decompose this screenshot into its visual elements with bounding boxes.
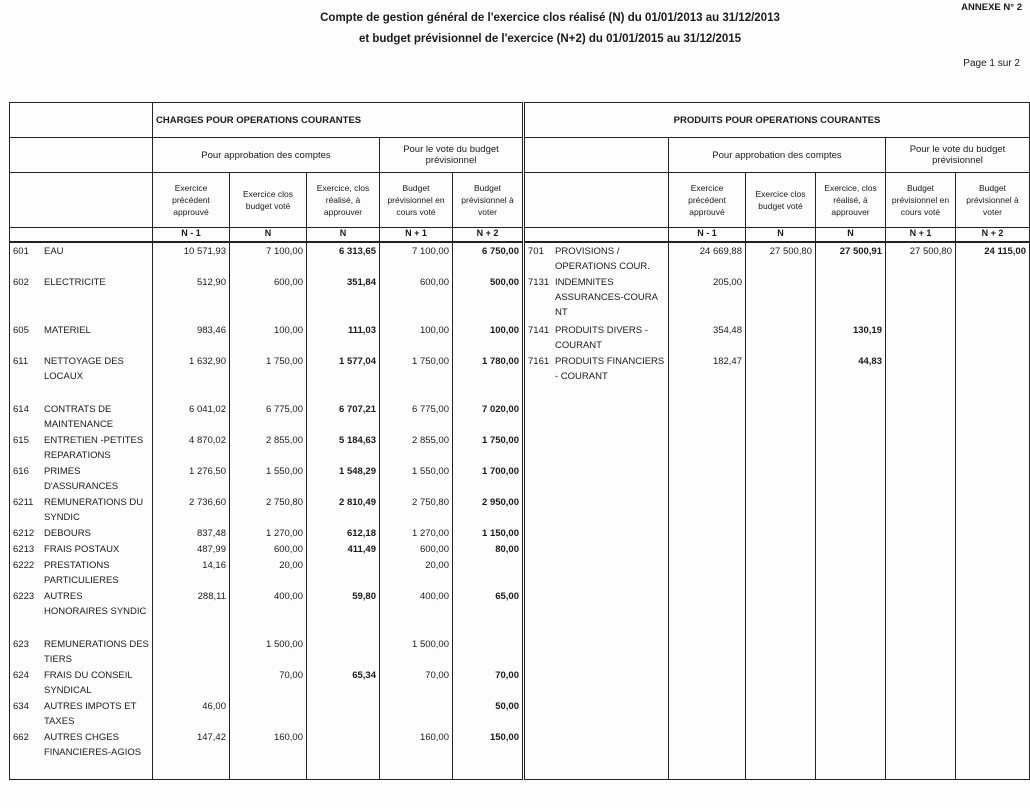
- page-number: Page 1 sur 2: [963, 58, 1020, 69]
- produit-value: [886, 353, 956, 401]
- charge-value: 7 100,00: [230, 242, 307, 274]
- table-row: [10, 636, 1030, 667]
- accounts-table: [9, 102, 1030, 780]
- charges-col-head-3: Budget prévisionnel en cours voté: [380, 173, 453, 228]
- account-label: PRIMES D'ASSURANCES: [44, 466, 119, 492]
- account-code: 605: [13, 325, 29, 336]
- produit-value: 182,47: [669, 353, 746, 401]
- account-code: 7141: [528, 325, 550, 336]
- produits-approbation-header: Pour approbation des comptes: [669, 138, 886, 173]
- produit-value: 24 115,00: [956, 242, 1030, 274]
- produit-value: [956, 322, 1030, 353]
- charge-value: 400,00: [230, 588, 307, 636]
- account-code: 6223: [13, 591, 35, 602]
- charge-value: 288,11: [153, 588, 230, 636]
- table-row: [10, 463, 1030, 494]
- produit-value: 130,19: [816, 322, 886, 353]
- account-code: 634: [13, 701, 29, 712]
- produits-col-head-2: Exercice, clos réalisé, à approuver: [816, 173, 886, 228]
- account-label: ENTRETIEN -PETITES REPARATIONS: [44, 435, 144, 461]
- charge-value: [380, 698, 453, 729]
- account-code: 623: [13, 639, 29, 650]
- charge-value: 65,34: [307, 667, 380, 698]
- empty-header-left: [10, 103, 153, 138]
- charge-value: 6 707,21: [307, 401, 380, 432]
- produits-col-head-3: Budget prévisionnel en cours voté: [886, 173, 956, 228]
- account-label: PRESTATIONS PARTICULIERES: [44, 560, 119, 586]
- charge-value: 2 750,80: [380, 494, 453, 525]
- charges-col-code-1: N: [230, 228, 307, 243]
- charges-col-head-1: Exercice clos budget voté: [230, 173, 307, 228]
- charge-value: 59,80: [307, 588, 380, 636]
- account-code: 701: [528, 246, 544, 257]
- account-label: INDEMNITES ASSURANCES-COURA NT: [555, 277, 658, 318]
- table-row: [10, 274, 1030, 322]
- table-row: [10, 432, 1030, 463]
- produits-col-code-2: N: [816, 228, 886, 243]
- charges-col-code-4: N + 2: [453, 228, 524, 243]
- account-code: 615: [13, 435, 29, 446]
- account-code: 6213: [13, 544, 35, 555]
- table-row: [10, 322, 1030, 353]
- account-code: 6212: [13, 528, 35, 539]
- charge-value: 1 750,00: [230, 353, 307, 401]
- table-row: [10, 401, 1030, 432]
- charge-value: 600,00: [380, 541, 453, 557]
- charges-col-code-2: N: [307, 228, 380, 243]
- produit-value: 205,00: [669, 274, 746, 322]
- account-label: REMUNERATIONS DES TIERS: [44, 639, 149, 665]
- charges-col-code-3: N + 1: [380, 228, 453, 243]
- charge-value: 2 736,60: [153, 494, 230, 525]
- charge-value: 4 870,02: [153, 432, 230, 463]
- charge-value: [307, 698, 380, 729]
- account-label: AUTRES HONORAIRES SYNDIC: [44, 591, 147, 617]
- produit-value: 44,83: [816, 353, 886, 401]
- charges-approbation-header: Pour approbation des comptes: [153, 138, 380, 173]
- document-title-line1: Compte de gestion général de l'exercice clos réalisé (N) du 01/01/2013 au 31/12/2013: [320, 12, 780, 24]
- table-row: [10, 588, 1030, 636]
- account-label: PROVISIONS / OPERATIONS COUR.: [555, 246, 650, 272]
- account-code: 611: [13, 356, 29, 367]
- charge-value: 100,00: [380, 322, 453, 353]
- produit-value: 27 500,91: [816, 242, 886, 274]
- charge-value: [307, 729, 380, 779]
- charge-value: 1 780,00: [453, 353, 524, 401]
- charge-value: 837,48: [153, 525, 230, 541]
- account-label: DEBOURS: [44, 528, 91, 539]
- charge-value: 600,00: [380, 274, 453, 322]
- produit-value: 27 500,80: [746, 242, 816, 274]
- table-row: [10, 525, 1030, 541]
- charges-col-code-0: N - 1: [153, 228, 230, 243]
- table-row: [10, 494, 1030, 525]
- produits-header: PRODUITS POUR OPERATIONS COURANTES: [524, 103, 1030, 138]
- produits-vote-header: Pour le vote du budget prévisionnel: [886, 138, 1030, 173]
- charge-value: 10 571,93: [153, 242, 230, 274]
- charge-value: 1 700,00: [453, 463, 524, 494]
- table-row: [10, 242, 1030, 274]
- produits-col-code-0: N - 1: [669, 228, 746, 243]
- charge-value: 2 750,80: [230, 494, 307, 525]
- produits-col-code-1: N: [746, 228, 816, 243]
- charge-value: [153, 636, 230, 667]
- charge-value: [453, 557, 524, 588]
- account-code: 7131: [528, 277, 550, 288]
- charge-value: 14,16: [153, 557, 230, 588]
- charge-value: 100,00: [453, 322, 524, 353]
- charge-value: 7 020,00: [453, 401, 524, 432]
- charge-value: 20,00: [230, 557, 307, 588]
- account-label: REMUNERATIONS DU SYNDIC: [44, 497, 144, 523]
- document-title-line2: et budget prévisionnel de l'exercice (N+2) du 01/01/2015 au 31/12/2015: [358, 33, 742, 45]
- produit-value: 354,48: [669, 322, 746, 353]
- charge-value: 20,00: [380, 557, 453, 588]
- account-code: 662: [13, 732, 29, 743]
- table-row: [10, 353, 1030, 401]
- charge-value: 70,00: [380, 667, 453, 698]
- produit-value: [816, 274, 886, 322]
- charge-value: 500,00: [453, 274, 524, 322]
- charge-value: 612,18: [307, 525, 380, 541]
- account-code: 601: [13, 246, 29, 257]
- account-code: 602: [13, 277, 29, 288]
- produit-value: [886, 322, 956, 353]
- charge-value: 2 810,49: [307, 494, 380, 525]
- charge-value: 1 270,00: [230, 525, 307, 541]
- charges-vote-header: Pour le vote du budget prévisionnel: [380, 138, 524, 173]
- account-code: 7161: [528, 356, 550, 367]
- charge-value: 1 276,50: [153, 463, 230, 494]
- account-label: EAU: [44, 246, 64, 257]
- account-label: AUTRES CHGES FINANCIERES-AGIOS: [44, 732, 142, 758]
- account-label: NETTOYAGE DES LOCAUX: [44, 356, 124, 382]
- charge-value: 6 041,02: [153, 401, 230, 432]
- charge-value: [307, 557, 380, 588]
- charge-value: 983,46: [153, 322, 230, 353]
- table-row: [10, 667, 1030, 698]
- charges-col-head-0: Exercice précédent approuvé: [153, 173, 230, 228]
- table-row: [10, 698, 1030, 729]
- charge-value: [153, 667, 230, 698]
- account-code: 6222: [13, 560, 35, 571]
- account-label: CONTRATS DE MAINTENANCE: [44, 404, 114, 430]
- charge-value: 5 184,63: [307, 432, 380, 463]
- charge-value: [230, 698, 307, 729]
- produits-col-head-0: Exercice précédent approuvé: [669, 173, 746, 228]
- charge-value: 2 855,00: [380, 432, 453, 463]
- account-label: MATERIEL: [44, 325, 91, 336]
- account-label: ELECTRICITE: [44, 277, 106, 288]
- account-label: FRAIS DU CONSEIL SYNDICAL: [44, 670, 133, 696]
- charge-value: 1 150,00: [453, 525, 524, 541]
- charge-value: 150,00: [453, 729, 524, 779]
- charge-value: 70,00: [230, 667, 307, 698]
- annexe-label: ANNEXE N° 2: [961, 2, 1022, 13]
- charge-value: 1 577,04: [307, 353, 380, 401]
- charge-value: 160,00: [230, 729, 307, 779]
- charge-value: 2 855,00: [230, 432, 307, 463]
- charge-value: 70,00: [453, 667, 524, 698]
- charge-value: 147,42: [153, 729, 230, 779]
- charge-value: 6 313,65: [307, 242, 380, 274]
- produits-col-head-4: Budget prévisionnel à voter: [956, 173, 1030, 228]
- charge-value: 50,00: [453, 698, 524, 729]
- charge-value: 351,84: [307, 274, 380, 322]
- charge-value: 80,00: [453, 541, 524, 557]
- charge-value: 512,90: [153, 274, 230, 322]
- produit-value: [956, 353, 1030, 401]
- charges-col-head-2: Exercice, clos réalisé, à approuver: [307, 173, 380, 228]
- charge-value: 411,49: [307, 541, 380, 557]
- produit-value: [746, 322, 816, 353]
- account-label: PRODUITS FINANCIERS - COURANT: [555, 356, 665, 382]
- charge-value: 1 632,90: [153, 353, 230, 401]
- table-row: [10, 541, 1030, 557]
- produit-value: [886, 274, 956, 322]
- charge-value: 400,00: [380, 588, 453, 636]
- table-row: [10, 557, 1030, 588]
- charges-col-head-4: Budget prévisionnel à voter: [453, 173, 524, 228]
- produits-col-head-1: Exercice clos budget voté: [746, 173, 816, 228]
- charge-value: 111,03: [307, 322, 380, 353]
- charge-value: 1 550,00: [230, 463, 307, 494]
- produit-value: [746, 353, 816, 401]
- account-code: 616: [13, 466, 29, 477]
- charge-value: 487,99: [153, 541, 230, 557]
- produits-col-code-4: N + 2: [956, 228, 1030, 243]
- charge-value: 1 548,29: [307, 463, 380, 494]
- produit-value: [956, 274, 1030, 322]
- charge-value: 1 500,00: [230, 636, 307, 667]
- charge-value: 160,00: [380, 729, 453, 779]
- account-label: FRAIS POSTAUX: [44, 544, 120, 555]
- account-code: 624: [13, 670, 29, 681]
- account-label: PRODUITS DIVERS -COURANT: [555, 325, 648, 351]
- charges-header: CHARGES POUR OPERATIONS COURANTES: [153, 103, 524, 138]
- charge-value: 1 750,00: [453, 432, 524, 463]
- account-code: 614: [13, 404, 29, 415]
- charge-value: 6 750,00: [453, 242, 524, 274]
- charge-value: 46,00: [153, 698, 230, 729]
- charge-value: 6 775,00: [230, 401, 307, 432]
- produit-value: 24 669,88: [669, 242, 746, 274]
- charge-value: 7 100,00: [380, 242, 453, 274]
- charge-value: 600,00: [230, 541, 307, 557]
- charge-value: 65,00: [453, 588, 524, 636]
- produit-value: 27 500,80: [886, 242, 956, 274]
- account-label: AUTRES IMPOTS ET TAXES: [44, 701, 137, 727]
- charge-value: 600,00: [230, 274, 307, 322]
- charge-value: [307, 636, 380, 667]
- account-code: 6211: [13, 497, 34, 508]
- charge-value: 1 270,00: [380, 525, 453, 541]
- charge-value: 6 775,00: [380, 401, 453, 432]
- produit-value: [746, 274, 816, 322]
- table-row: [10, 729, 1030, 779]
- charge-value: [453, 636, 524, 667]
- charge-value: 100,00: [230, 322, 307, 353]
- charge-value: 2 950,00: [453, 494, 524, 525]
- charge-value: 1 750,00: [380, 353, 453, 401]
- produits-col-code-3: N + 1: [886, 228, 956, 243]
- charge-value: 1 550,00: [380, 463, 453, 494]
- charge-value: 1 500,00: [380, 636, 453, 667]
